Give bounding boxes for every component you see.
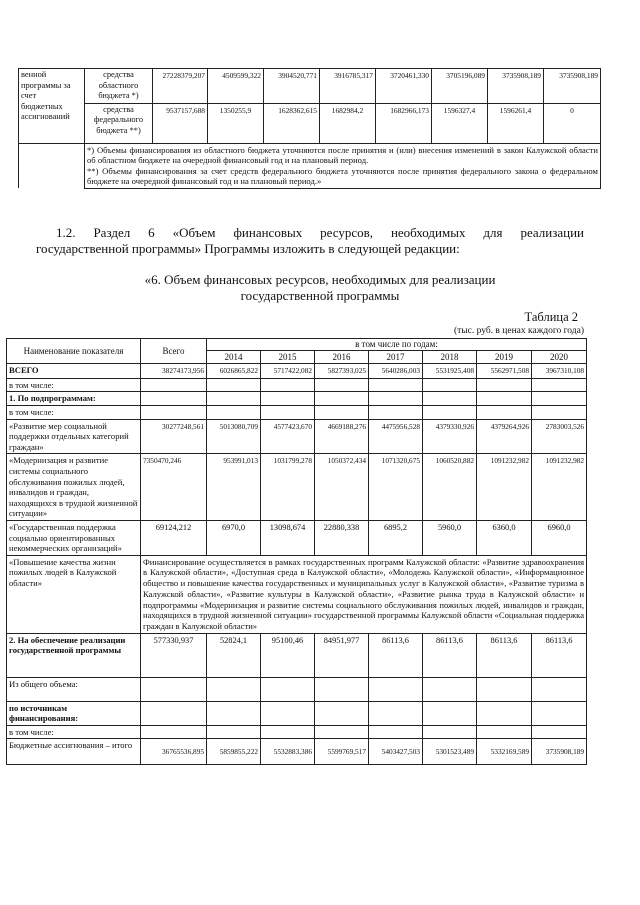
source-cell: средства федерального бюджета **) (85, 103, 153, 143)
value-cell: 1596261,4 (488, 103, 544, 143)
value-cell: 5599769,517 (315, 739, 369, 765)
paragraph-line-2: государственной программы» Программы изложить в следующей редакции: (36, 241, 460, 256)
value-cell: 5640286,003 (369, 364, 423, 379)
value-cell: 3735908,189 (532, 739, 587, 765)
value-cell: 5562971,508 (477, 364, 532, 379)
table-units: (тыс. руб. в ценах каждого года) (453, 326, 584, 336)
value-cell: 577330,937 (141, 633, 207, 677)
quality-row (7, 555, 587, 633)
table-row (7, 392, 587, 406)
incl-label: в том числе: (7, 725, 141, 739)
year-header: 2018 (423, 350, 477, 364)
value-cell: 1050372,434 (315, 454, 369, 521)
year-header: 2015 (261, 350, 315, 364)
subprograms-title: 1. По подпрограммам: (9, 393, 96, 404)
table-row (7, 378, 587, 392)
total-row (7, 364, 587, 379)
continued-funding-table (18, 68, 601, 189)
value-cell: 4379330,926 (423, 419, 477, 454)
table-label: Таблица 2 (524, 310, 578, 324)
table-row (7, 677, 587, 701)
value-cell: 3904520,771 (264, 69, 320, 104)
year-header: 2019 (477, 350, 532, 364)
footnote-regional: *) Объемы финансирования из областного бюджета уточняются после принятия и (или) внесения изменений в закон Калужской области об областном бюджете на очередной финансовый год и на плановый период. (87, 144, 598, 166)
value-cell: 5301523,489 (423, 739, 477, 765)
value-cell: 1596327,4 (432, 103, 488, 143)
program-name: «Государственная поддержка социально ориентированных некоммерческих организаций» (7, 520, 141, 555)
value-cell: 5531925,408 (423, 364, 477, 379)
program-row (7, 520, 587, 555)
program-name: «Развитие мер социальной поддержки отдельных категорий граждан» (7, 419, 141, 454)
year-header: 2014 (207, 350, 261, 364)
value-cell: 5960,0 (423, 520, 477, 555)
value-cell: 7350470,246 (141, 454, 207, 521)
footnotes-cell (85, 143, 601, 188)
provision-label: 2. На обеспечение реализации государственной программы (9, 634, 126, 656)
value-cell: 86113,6 (369, 633, 423, 677)
year-header: 2020 (532, 350, 587, 364)
heading-line-2: государственной программы (240, 288, 400, 303)
footnote-federal: **) Объемы финансирования за счет средств федерального бюджета уточняются после принятия федерального закона о федеральном бюджете на очередной финансовый год и на плановый период.» (87, 165, 598, 187)
header-in-years: в том числе по годам: (207, 339, 587, 351)
value-cell: 3967310,108 (532, 364, 587, 379)
amendment-paragraph (36, 225, 584, 257)
value-cell: 1060520,882 (423, 454, 477, 521)
value-cell: 953991,013 (207, 454, 261, 521)
value-cell: 3735908,189 (544, 69, 601, 104)
header-name: Наименование показателя (7, 339, 141, 364)
table-row (7, 405, 587, 419)
value-cell: 6360,0 (477, 520, 532, 555)
value-cell: 52824,1 (207, 633, 261, 677)
value-cell: 1682966,173 (376, 103, 432, 143)
year-header: 2017 (369, 350, 423, 364)
row-name-cell (19, 69, 85, 144)
value-cell: 36765536,895 (141, 739, 207, 765)
value-cell: 6960,0 (532, 520, 587, 555)
table-row (19, 103, 601, 143)
value-cell: 27228379,207 (153, 69, 208, 104)
value-cell: 0 (544, 103, 601, 143)
value-cell: 3720461,330 (376, 69, 432, 104)
value-cell: 86113,6 (532, 633, 587, 677)
value-cell: 6895,2 (369, 520, 423, 555)
total-label: ВСЕГО (9, 365, 39, 376)
value-cell: 1628362,615 (264, 103, 320, 143)
table-row (7, 701, 587, 725)
program-row (7, 419, 587, 454)
year-header: 2016 (315, 350, 369, 364)
value-cell: 2783003,526 (532, 419, 587, 454)
incl-label: в том числе: (7, 405, 141, 419)
value-cell: 4577423,670 (261, 419, 315, 454)
value-cell: 1682984,2 (320, 103, 376, 143)
value-cell: 86113,6 (477, 633, 532, 677)
value-cell: 69124,212 (141, 520, 207, 555)
value-cell: 4475956,528 (369, 419, 423, 454)
value-cell: 95100,46 (261, 633, 315, 677)
program-name: «Повышение качества жизни пожилых людей в Калужской области» (7, 555, 141, 633)
value-cell: 3735908,189 (488, 69, 544, 104)
value-cell: 5403427,503 (369, 739, 423, 765)
budget-label: Бюджетные ассигнования – итого (7, 739, 141, 765)
value-cell: 4379264,926 (477, 419, 532, 454)
value-cell: 30277248,561 (141, 419, 207, 454)
value-cell: 1091232,982 (532, 454, 587, 521)
paragraph-line-1: 1.2. Раздел 6 «Объем финансовых ресурсов, необходимых для реализации (56, 225, 584, 240)
header-total: Всего (141, 339, 207, 364)
program-name: «Модернизация и развитие системы социального обслуживания пожилых людей, инвалидов и граждан, находящихся в трудной жизненной ситуации» (7, 454, 141, 521)
value-cell: 9537157,688 (153, 103, 208, 143)
value-cell: 3705196,089 (432, 69, 488, 104)
value-cell: 3916785,317 (320, 69, 376, 104)
row-name: бюджетных ассигнований (21, 101, 70, 121)
of-total-label: Из общего объема: (7, 677, 141, 701)
row-name: венной программы за счет (21, 70, 71, 100)
value-cell: 5332169,589 (477, 739, 532, 765)
by-sources-label: по источникам финансирования: (9, 702, 79, 724)
value-cell: 5717422,082 (261, 364, 315, 379)
value-cell: 5532883,386 (261, 739, 315, 765)
footnote-row (19, 143, 601, 188)
provision-row (7, 633, 587, 677)
source-cell: средства областного бюджета *) (85, 69, 153, 104)
value-cell: 6970,0 (207, 520, 261, 555)
value-cell: 5859855,222 (207, 739, 261, 765)
value-cell: 1350255,9 (208, 103, 264, 143)
value-cell: 84951,977 (315, 633, 369, 677)
value-cell: 1091232,982 (477, 454, 532, 521)
program-row (7, 454, 587, 521)
table-row (19, 69, 601, 104)
value-cell: 4509599,322 (208, 69, 264, 104)
value-cell: 86113,6 (423, 633, 477, 677)
heading-line-1: «6. Объем финансовых ресурсов, необходимых для реализации (144, 272, 496, 287)
table-row (7, 725, 587, 739)
quality-financing-text: Финансирование осуществляется в рамках государственных программ Калужской области: «Развитие здравоохранения в Калужской области», «Доступная среда в Калужской области», «Молодежь Калужской области», «Информационное общество и повышение качества государственных и муниципальных услуг в Калужской области», «Развитие туризма в Калужской области», «Развитие культуры в Калужской области», «Развитие рынка труда в Калужской области» и подпрограммы «Модернизация и развитие системы социального обслуживания пожилых людей, инвалидов и граждан, находящихся в трудной жизненной ситуации» государственной программы Калужской области «Социальная поддержка граждан в Калужской области» (141, 555, 587, 633)
value-cell: 1071320,675 (369, 454, 423, 521)
value-cell: 5827393,025 (315, 364, 369, 379)
section-heading (0, 272, 640, 304)
value-cell: 6026865,822 (207, 364, 261, 379)
value-cell: 13098,674 (261, 520, 315, 555)
financing-table (6, 338, 587, 765)
value-cell: 22880,338 (315, 520, 369, 555)
value-cell: 1031799,278 (261, 454, 315, 521)
header-row (7, 339, 587, 351)
value-cell: 4669188,276 (315, 419, 369, 454)
budget-row (7, 739, 587, 765)
incl-label: в том числе: (7, 378, 141, 392)
value-cell: 38274173,956 (141, 364, 207, 379)
value-cell: 5013080,709 (207, 419, 261, 454)
